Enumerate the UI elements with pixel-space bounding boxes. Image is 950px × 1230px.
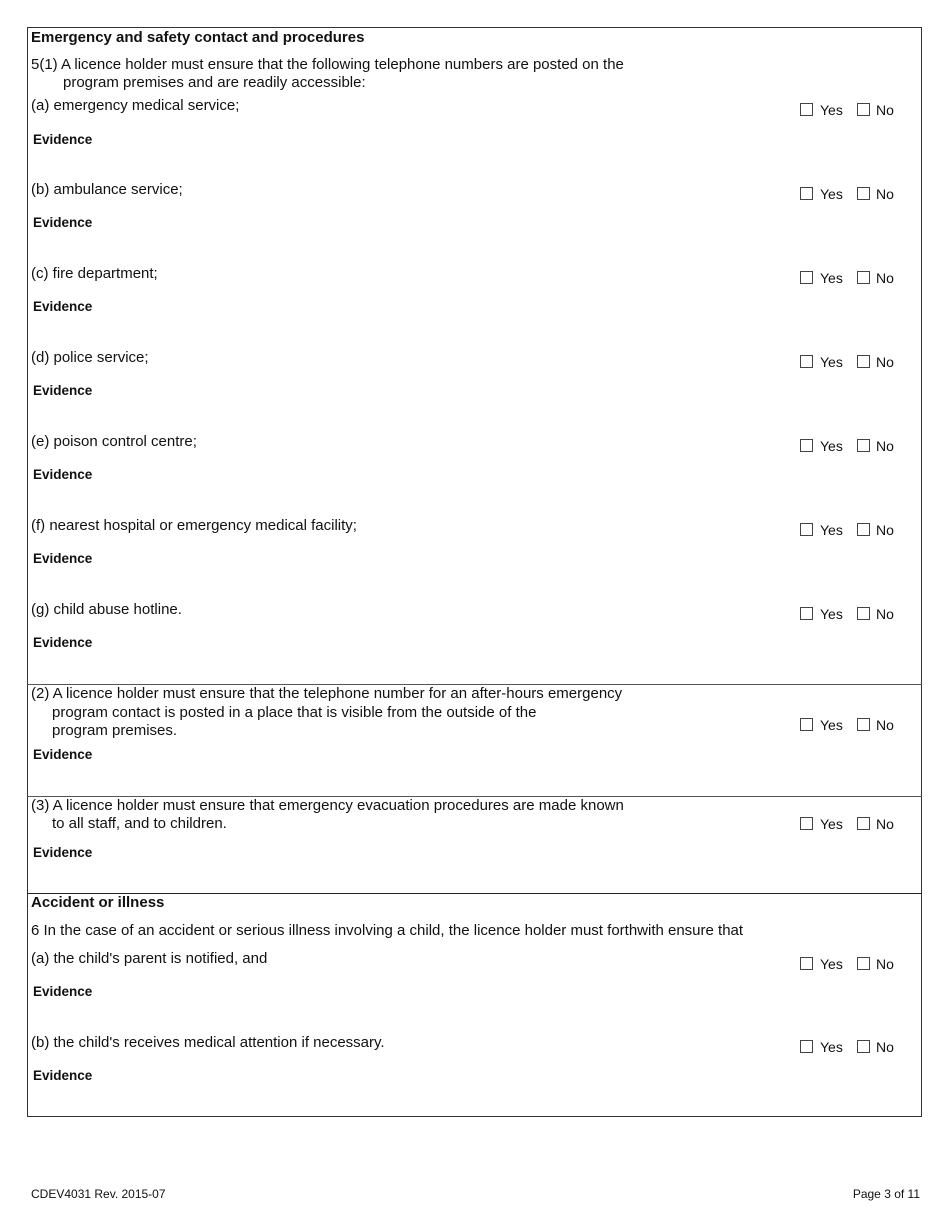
section-title: Emergency and safety contact and procedures [31, 29, 365, 46]
evidence-label: Evidence [33, 635, 93, 650]
no-label: No [876, 1039, 894, 1055]
yes-checkbox[interactable] [800, 957, 813, 970]
no-label: No [876, 956, 894, 972]
no-checkbox[interactable] [857, 1040, 870, 1053]
yes-label: Yes [820, 717, 843, 733]
section-title: Accident or illness [31, 894, 165, 911]
yes-label: Yes [820, 956, 843, 972]
item-a-text: (a) emergency medical service; [31, 97, 240, 114]
yes-label: Yes [820, 606, 843, 622]
item-2-text: program premises. [52, 722, 178, 739]
yes-label: Yes [820, 816, 843, 832]
no-label: No [876, 522, 894, 538]
form-code: CDEV4031 Rev. 2015-07 [31, 1187, 166, 1201]
yes-checkbox[interactable] [800, 817, 813, 830]
yes-checkbox[interactable] [800, 439, 813, 452]
item-f-text: (f) nearest hospital or emergency medical facility; [31, 517, 357, 534]
yes-label: Yes [820, 186, 843, 202]
evidence-label: Evidence [33, 747, 93, 762]
no-checkbox[interactable] [857, 957, 870, 970]
no-checkbox[interactable] [857, 439, 870, 452]
evidence-label: Evidence [33, 551, 93, 566]
yes-checkbox[interactable] [800, 187, 813, 200]
yes-checkbox[interactable] [800, 1040, 813, 1053]
no-label: No [876, 186, 894, 202]
yes-checkbox[interactable] [800, 103, 813, 116]
no-checkbox[interactable] [857, 355, 870, 368]
no-checkbox[interactable] [857, 607, 870, 620]
no-checkbox[interactable] [857, 103, 870, 116]
evidence-label: Evidence [33, 383, 93, 398]
yes-label: Yes [820, 270, 843, 286]
item-g-text: (g) child abuse hotline. [31, 601, 182, 618]
evidence-label: Evidence [33, 845, 93, 860]
yes-label: Yes [820, 522, 843, 538]
no-label: No [876, 717, 894, 733]
no-checkbox[interactable] [857, 523, 870, 536]
yes-label: Yes [820, 1039, 843, 1055]
item-6b-text: (b) the child's receives medical attention if necessary. [31, 1034, 385, 1051]
item-d-text: (d) police service; [31, 349, 149, 366]
evidence-label: Evidence [33, 215, 93, 230]
yes-checkbox[interactable] [800, 355, 813, 368]
no-label: No [876, 438, 894, 454]
evidence-label: Evidence [33, 1068, 93, 1083]
item-c-text: (c) fire department; [31, 265, 158, 282]
no-label: No [876, 816, 894, 832]
no-checkbox[interactable] [857, 718, 870, 731]
yes-checkbox[interactable] [800, 718, 813, 731]
question-text: 5(1) A licence holder must ensure that the following telephone numbers are posted on the [31, 56, 624, 73]
question-text: 6 In the case of an accident or serious illness involving a child, the licence holder must forthwith ensure that [31, 922, 744, 939]
yes-label: Yes [820, 438, 843, 454]
evidence-label: Evidence [33, 467, 93, 482]
evidence-label: Evidence [33, 984, 93, 999]
no-checkbox[interactable] [857, 187, 870, 200]
evidence-label: Evidence [33, 299, 93, 314]
item-b-text: (b) ambulance service; [31, 181, 183, 198]
item-3-text: (3) A licence holder must ensure that emergency evacuation procedures are made known [31, 797, 624, 814]
question-text: program premises and are readily accessible: [63, 74, 366, 91]
no-label: No [876, 354, 894, 370]
item-2-text: program contact is posted in a place that is visible from the outside of the [52, 704, 537, 721]
item-e-text: (e) poison control centre; [31, 433, 197, 450]
no-label: No [876, 606, 894, 622]
item-2-text: (2) A licence holder must ensure that the telephone number for an after-hours emergency [31, 685, 623, 702]
yes-label: Yes [820, 354, 843, 370]
yes-checkbox[interactable] [800, 271, 813, 284]
no-label: No [876, 102, 894, 118]
no-checkbox[interactable] [857, 271, 870, 284]
item-6a-text: (a) the child's parent is notified, and [31, 950, 268, 967]
item-3-text: to all staff, and to children. [52, 815, 227, 832]
yes-checkbox[interactable] [800, 607, 813, 620]
evidence-label: Evidence [33, 132, 93, 147]
yes-label: Yes [820, 102, 843, 118]
page-number: Page 3 of 11 [852, 1187, 920, 1201]
no-checkbox[interactable] [857, 817, 870, 830]
yes-checkbox[interactable] [800, 523, 813, 536]
no-label: No [876, 270, 894, 286]
